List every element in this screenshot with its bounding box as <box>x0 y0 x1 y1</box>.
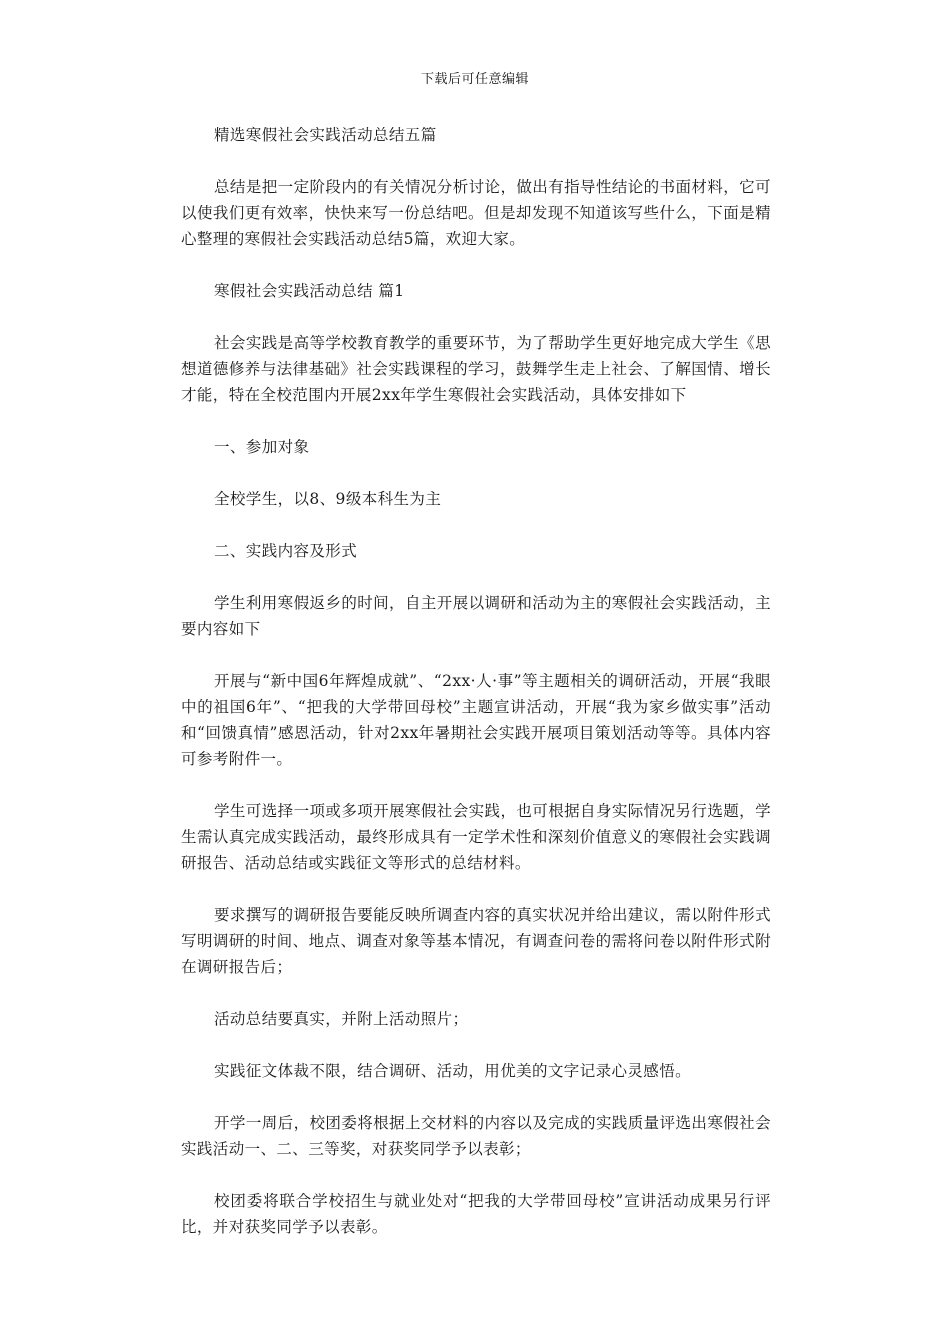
paragraph: 学生可选择一项或多项开展寒假社会实践，也可根据自身实际情况另行选题，学生需认真完成实践活动，最终形成具有一定学术性和深刻价值意义的寒假社会实践调研报告、活动总结或实践征文等形式的总结材料。 <box>181 802 771 872</box>
page-header: 下载后可任意编辑 <box>420 72 529 87</box>
section-heading: 一、参加对象 <box>214 438 310 456</box>
paragraph: 开展与“新中国6年辉煌成就”、“2xx·人·事”等主题相关的调研活动，开展“我眼中的祖国6年”、“把我的大学带回母校”主题宣讲活动，开展“我为家乡做实事”活动和“回馈真情”感恩活动，针对2xx年暑期社会实践开展项目策划活动等等。具体内容可参考附件一。 <box>181 672 771 768</box>
section-heading: 二、实践内容及形式 <box>214 542 358 560</box>
paragraph: 实践征文体裁不限，结合调研、活动，用优美的文字记录心灵感悟。 <box>214 1062 692 1080</box>
paragraph: 开学一周后，校团委将根据上交材料的内容以及完成的实践质量评选出寒假社会实践活动一、二、三等奖，对获奖同学予以表彰； <box>181 1114 771 1158</box>
paragraph: 全校学生，以8、9级本科生为主 <box>214 490 442 508</box>
document-title: 精选寒假社会实践活动总结五篇 <box>214 126 437 144</box>
paragraph: 要求撰写的调研报告要能反映所调查内容的真实状况并给出建议，需以附件形式写明调研的时间、地点、调查对象等基本情况，有调查问卷的需将问卷以附件形式附在调研报告后； <box>181 906 771 976</box>
section-heading: 寒假社会实践活动总结 篇1 <box>214 282 405 300</box>
document-body <box>181 122 771 1266</box>
paragraph: 活动总结要真实，并附上活动照片； <box>214 1010 469 1028</box>
paragraph: 校团委将联合学校招生与就业处对“把我的大学带回母校”宣讲活动成果另行评比，并对获奖同学予以表彰。 <box>181 1192 771 1236</box>
paragraph: 社会实践是高等学校教育教学的重要环节，为了帮助学生更好地完成大学生《思想道德修养与法律基础》社会实践课程的学习，鼓舞学生走上社会、了解国情、增长才能，特在全校范围内开展2xx年学生寒假社会实践活动，具体安排如下 <box>181 334 771 404</box>
paragraph: 学生利用寒假返乡的时间，自主开展以调研和活动为主的寒假社会实践活动，主要内容如下 <box>181 594 771 638</box>
paragraph: 总结是把一定阶段内的有关情况分析讨论，做出有指导性结论的书面材料，它可以使我们更有效率，快快来写一份总结吧。但是却发现不知道该写些什么，下面是精心整理的寒假社会实践活动总结5篇，欢迎大家。 <box>181 178 771 248</box>
